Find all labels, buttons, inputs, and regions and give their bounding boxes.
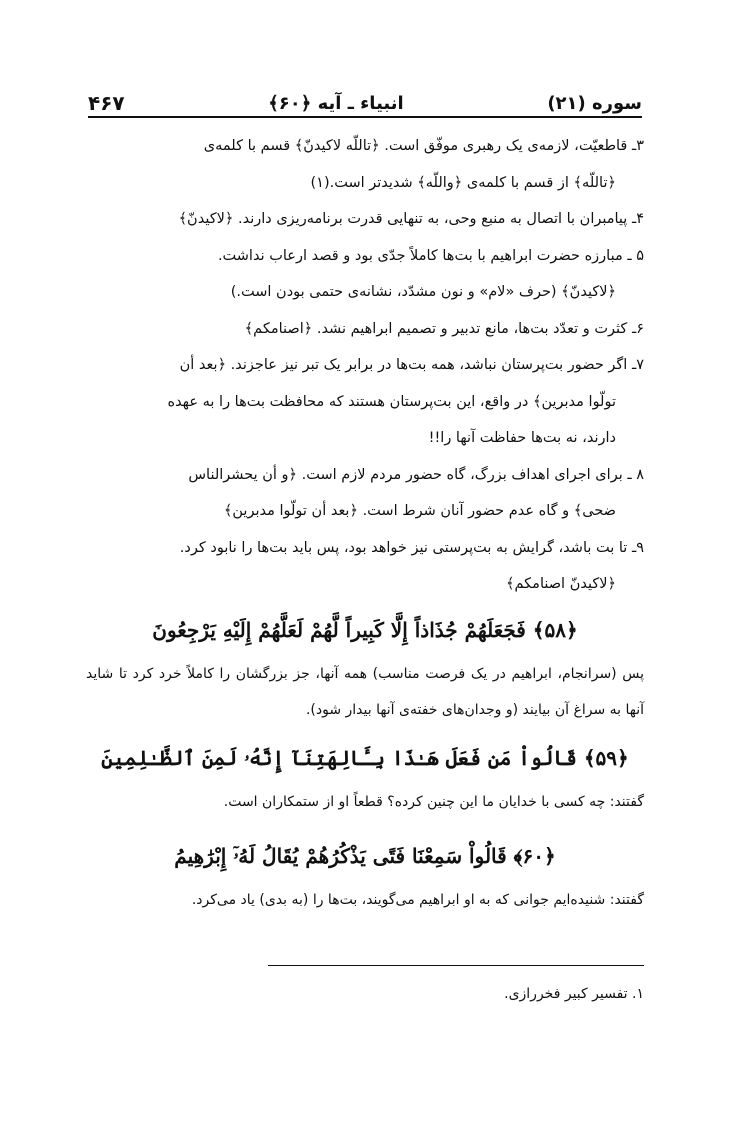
verse-58 xyxy=(86,612,644,728)
verse-arabic: ﴿۶۰﴾ قَالُواْ سَمِعْنَا فَتًى يَذْكُرُهُمْ يُقَالُ لَهُۥٓ إِبْرَٰهِيمُ xyxy=(174,844,556,868)
page-number: ۴۶۷ xyxy=(88,91,125,115)
footnote: ۱. تفسیر کبیر فخررازی. xyxy=(504,986,644,1002)
verse-translation: گفتند: شنیده‌ایم جوانی که به او ابراهیم می‌گویند، بت‌ها را (به بدی) یاد می‌کرد. xyxy=(191,892,644,908)
note-line: ۷ـ اگر حضور بت‌پرستان نباشد، همه بت‌ها در برابر یک تبر نیز عاجزند. ﴿بعد أن xyxy=(179,357,644,373)
note-line: ۳ـ قاطعیّت، لازمه‌ی یک رهبری موفّق است. ﴿تاللّه لاکیدنّ﴾ قسم با کلمه‌ی xyxy=(203,138,644,154)
verse-translation: گفتند: چه کسی با خدایان ما این چنین کرده؟ قطعاً او از ستمکاران است. xyxy=(223,794,644,810)
verse-arabic: ﴿۵۸﴾ فَجَعَلَهُمْ جُذَاذاً إِلَّا كَبِيراً لَّهُمْ لَعَلَّهُمْ إِلَيْهِ يَرْجِعُونَ xyxy=(152,618,578,642)
verse-translation: پس (سرانجام، ابراهیم در یک فرصت مناسب) همه آنها، جز بزرگشان را کاملاً خرد کرد تا شاید آنها به سراغ آن بیایند (و وجدان‌های خفته‌ی آنها بیدار شود). xyxy=(86,666,644,718)
note-line: تولّوا مدبرین﴾ در واقع، این بت‌پرستان هستند که محافظت بت‌ها را به عهده xyxy=(167,393,616,410)
header-rule xyxy=(88,116,642,118)
note-line: ﴿لاکیدنّ﴾ (حرف «لام» و نون مشدّد، نشانه‌ی حتمی بودن است.) xyxy=(230,284,616,300)
note-line: ۹ـ تا بت باشد، گرایش به بت‌پرستی نیز خواهد بود، پس باید بت‌ها را نابود کرد. xyxy=(179,539,644,556)
page-header xyxy=(88,86,642,120)
verse-59 xyxy=(86,740,644,820)
footnote-rule xyxy=(268,965,644,966)
note-line: ۵ ـ مبارزه حضرت ابراهیم با بت‌ها کاملاً جدّی بود و قصد ارعاب نداشت. xyxy=(217,247,644,264)
note-line: ضحی﴾ و گاه عدم حضور آنان شرط است. ﴿بعد أن تولّوا مدبرین﴾ xyxy=(223,503,616,519)
note-line: ۸ ـ برای اجرای اهداف بزرگ، گاه حضور مردم لازم است. ﴿و أن یحشرالناس xyxy=(188,466,644,483)
note-line: ﴿لاکیدنّ اصنامکم﴾ xyxy=(506,576,616,592)
note-line: ۴ـ پیامبران با اتصال به منبع وحی، به تنهایی قدرت برنامه‌ریزی دارند. ﴿لاکیدنّ﴾ xyxy=(178,211,644,227)
verse-arabic: ﴿۵۹﴾ قَالُواْ مَن فَعَلَ هَـٰذَا بِـَٔالِهَتِنَآ إِنَّهُۥ لَمِنَ ٱلظَّـٰلِمِينَ xyxy=(101,746,629,770)
chapter-verse-label: انبیاء ـ آیه ﴿۶۰﴾ xyxy=(268,92,404,114)
surah-label: سوره (۲۱) xyxy=(547,92,642,114)
verse-60 xyxy=(86,838,644,918)
note-line: ۶ـ کثرت و تعدّد بت‌ها، مانع تدبیر و تصمیم ابراهیم نشد. ﴿اصنامکم﴾ xyxy=(244,320,644,337)
commentary-points xyxy=(86,128,644,603)
note-line: دارند، نه بت‌ها حفاظت آنها را!! xyxy=(428,430,616,446)
note-line: ﴿تاللّه﴾ از قسم با کلمه‌ی ﴿واللّه﴾ شدیدتر است.(۱) xyxy=(310,174,616,191)
